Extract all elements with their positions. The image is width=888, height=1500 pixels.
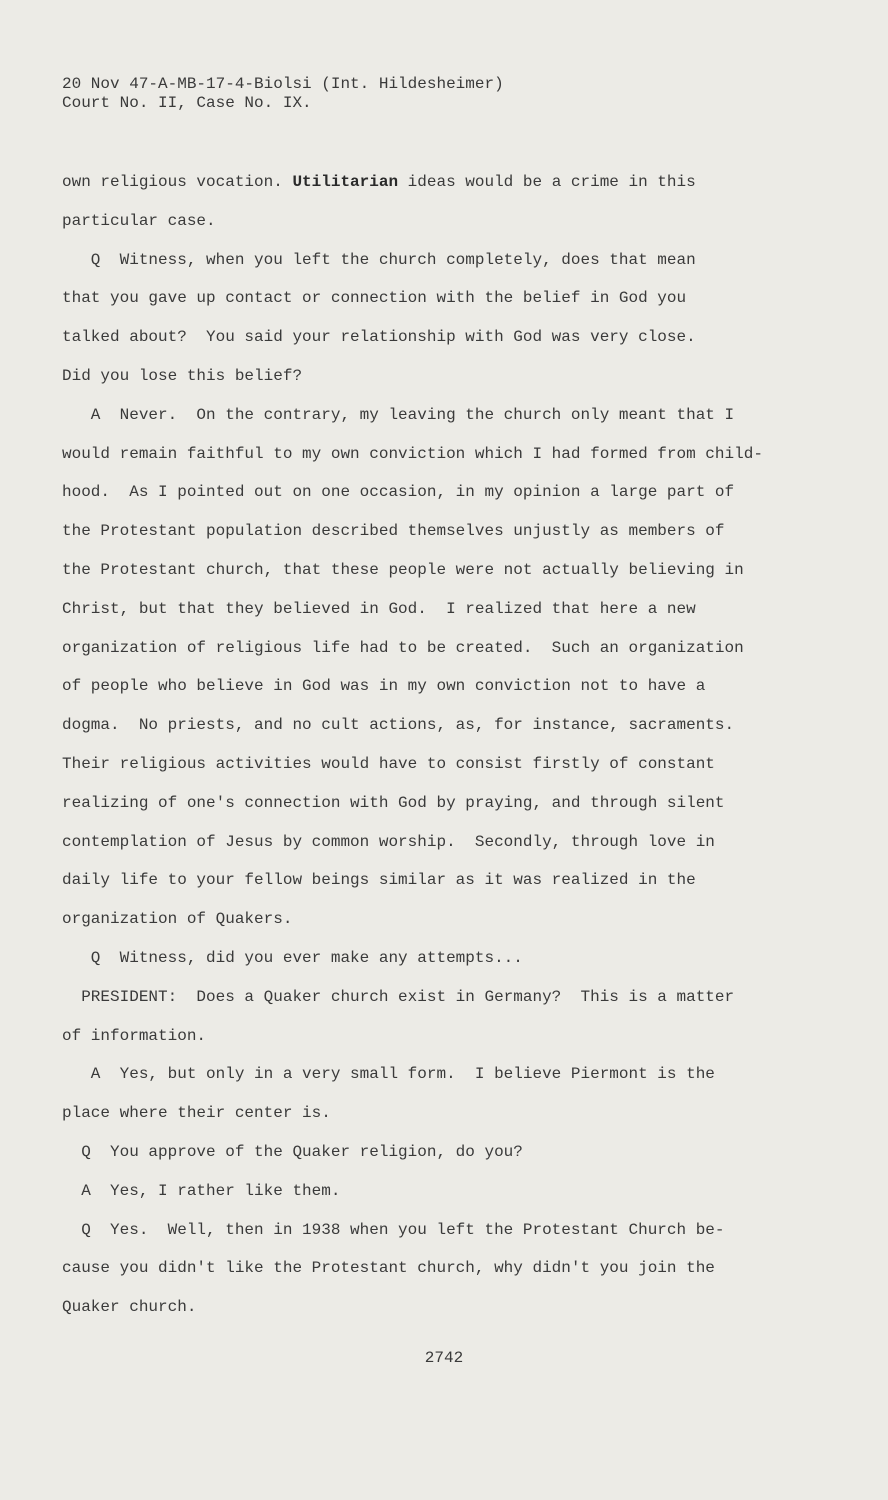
transcript-line: Christ, but that they believed in God. I realized that here a new bbox=[62, 599, 696, 618]
transcript-line: of information. bbox=[62, 1026, 207, 1045]
transcript-line: Did you lose this belief? bbox=[62, 366, 303, 385]
transcript-line: organization of Quakers. bbox=[62, 910, 293, 929]
transcript-body bbox=[62, 171, 763, 1335]
transcript-line: contemplation of Jesus by common worship. Secondly, through love in bbox=[62, 832, 715, 851]
transcript-line: Q Yes. Well, then in 1938 when you left the Protestant Church be- bbox=[62, 1220, 725, 1239]
transcript-line: A Yes, but only in a very small form. I believe Piermont is the bbox=[62, 1065, 715, 1084]
transcript-line: Q You approve of the Quaker religion, do you? bbox=[62, 1142, 523, 1161]
transcript-line: particular case. bbox=[62, 211, 216, 230]
transcript-line: daily life to your fellow beings similar as it was realized in the bbox=[62, 871, 696, 890]
transcript-line: talked about? You said your relationship with God was very close. bbox=[62, 328, 696, 347]
transcript-line: hood. As I pointed out on one occasion, in my opinion a large part of bbox=[62, 483, 735, 502]
transcript-line: cause you didn't like the Protestant church, why didn't you join the bbox=[62, 1259, 715, 1278]
transcript-line: Their religious activities would have to consist firstly of constant bbox=[62, 754, 715, 773]
page-number: 2742 bbox=[424, 1349, 464, 1367]
transcript-line: own religious vocation. Utilitarian ideas would be a crime in this bbox=[62, 173, 696, 191]
transcript-line: Q Witness, when you left the church completely, does that mean bbox=[62, 250, 696, 269]
transcript-line: realizing of one's connection with God by praying, and through silent bbox=[62, 793, 725, 812]
transcript-line: PRESIDENT: Does a Quaker church exist in Germany? This is a matter bbox=[62, 987, 735, 1006]
transcript-line: that you gave up contact or connection with the belief in God you bbox=[62, 289, 687, 308]
transcript-line: organization of religious life had to be created. Such an organization bbox=[62, 638, 744, 657]
transcript-line: A Yes, I rather like them. bbox=[62, 1181, 341, 1200]
transcript-line: Quaker church. bbox=[62, 1298, 197, 1317]
transcript-line: place where their center is. bbox=[62, 1104, 331, 1123]
transcript-line: the Protestant church, that these people were not actually believing in bbox=[62, 560, 744, 579]
transcript-line: dogma. No priests, and no cult actions, as, for instance, sacraments. bbox=[62, 716, 735, 735]
transcript-line: would remain faithful to my own conviction which I had formed from child- bbox=[62, 444, 763, 463]
transcript-line: of people who believe in God was in my own conviction not to have a bbox=[62, 677, 706, 696]
header-line-2: Court No. II, Case No. IX. bbox=[62, 94, 312, 112]
transcript-line: Q Witness, did you ever make any attempts... bbox=[62, 948, 523, 967]
transcript-line: the Protestant population described themselves unjustly as members of bbox=[62, 522, 725, 541]
transcript-line: A Never. On the contrary, my leaving the church only meant that I bbox=[62, 405, 735, 424]
header-line-1: 20 Nov 47-A-MB-17-4-Biolsi (Int. Hildesheimer) bbox=[62, 75, 504, 93]
